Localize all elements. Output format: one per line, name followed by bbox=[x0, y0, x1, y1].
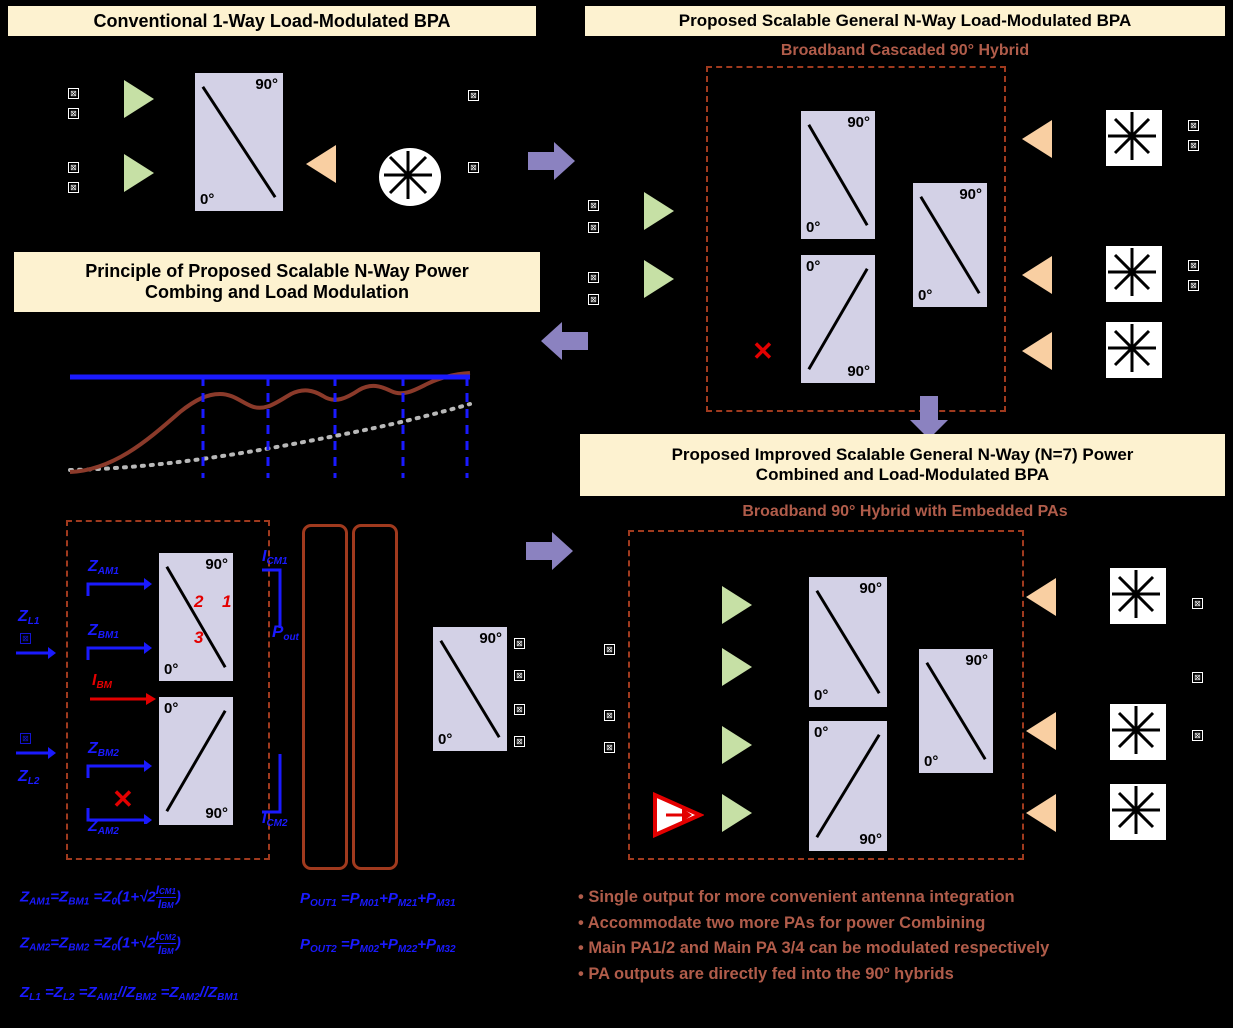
port-dot: ⊠ bbox=[1192, 730, 1203, 741]
antenna-icon bbox=[1106, 322, 1158, 374]
hybrid-90 bbox=[912, 182, 988, 308]
equation-4: $P_{OUT1} =P_{M01}+P_{M21}+P_{M31}$ bbox=[300, 890, 456, 909]
arrow-in-1 bbox=[16, 646, 56, 665]
label-ZAM2: $Z_{AM2}$ bbox=[88, 818, 119, 837]
arrow-icon bbox=[90, 692, 156, 706]
panel4-subtitle: Broadband 90° Hybrid with Embedded PAs bbox=[742, 503, 1068, 520]
arrow-in-2 bbox=[16, 746, 56, 765]
port-dot: ⊠ bbox=[604, 710, 615, 721]
list-item: • Accommodate two more PAs for power Combining bbox=[578, 913, 986, 932]
terminated-port-mark: ✕ bbox=[112, 784, 134, 814]
label-ICM2: $I_{CM2}$ bbox=[262, 810, 288, 829]
port-dot: ⊠ bbox=[1188, 120, 1199, 131]
antenna-icon bbox=[379, 148, 437, 202]
label-ICM1: $I_{CM1}$ bbox=[262, 548, 288, 567]
panel2-title: Proposed Scalable General N-Way Load-Modulated BPA bbox=[585, 6, 1225, 36]
panel2-subtitle: Broadband Cascaded 90° Hybrid bbox=[780, 42, 1030, 59]
antenna bbox=[1108, 566, 1168, 626]
label-IBM: $I_{BM}$ bbox=[92, 672, 113, 691]
panel4-title-line2: Combined and Load-Modulated BPA bbox=[755, 465, 1050, 484]
antenna-icon bbox=[1106, 246, 1158, 298]
list-item: • Main PA1/2 and Main PA 3/4 can be modulated respectively bbox=[578, 939, 1050, 958]
efficiency-chart bbox=[55, 360, 485, 490]
bracket-ICM2 bbox=[258, 752, 288, 823]
panel3-schematic bbox=[0, 500, 560, 880]
label-ZBM2: $Z_{BM2}$ bbox=[88, 740, 119, 759]
amplifier-orange bbox=[1022, 332, 1052, 370]
port-dot: ⊠ bbox=[1192, 672, 1203, 683]
hybrid-label-90: 90° bbox=[959, 186, 982, 203]
hybrid-label-90: 90° bbox=[847, 114, 870, 131]
hybrid-label-90: 90° bbox=[859, 831, 882, 848]
port-dot: ⊠ bbox=[20, 733, 31, 744]
node-number-3: 3 bbox=[194, 628, 204, 647]
port-dot: ⊠ bbox=[1192, 598, 1203, 609]
amplifier-orange bbox=[1022, 120, 1052, 158]
amplifier-green bbox=[722, 726, 752, 764]
port-dot: ⊠ bbox=[514, 670, 525, 681]
port-dot: ⊠ bbox=[588, 294, 599, 305]
port-dot: ⊠ bbox=[468, 90, 479, 101]
port-dot: ⊠ bbox=[588, 272, 599, 283]
port-dot: ⊠ bbox=[514, 704, 525, 715]
amplifier-orange bbox=[1022, 256, 1052, 294]
label-ZAM1: $Z_{AM1}$ bbox=[88, 558, 119, 577]
bracket-ZAM2 bbox=[86, 806, 152, 829]
bracket-ZBM2 bbox=[86, 760, 152, 785]
hybrid-label-0: 0° bbox=[164, 661, 179, 678]
bracket-ZBM1 bbox=[86, 642, 152, 667]
label-ZL2: $Z_{L2}$ bbox=[18, 768, 40, 787]
port-dot: ⊠ bbox=[20, 633, 31, 644]
port-dot: ⊠ bbox=[468, 162, 479, 173]
port-dot: ⊠ bbox=[68, 162, 79, 173]
amplifier-green bbox=[722, 794, 752, 832]
combiner-bar bbox=[352, 524, 398, 870]
port-dot: ⊠ bbox=[68, 88, 79, 99]
hybrid-label-90: 90° bbox=[479, 630, 502, 647]
amplifier-orange bbox=[1026, 712, 1056, 750]
port-dot: ⊠ bbox=[514, 638, 525, 649]
hybrid-label-90: 90° bbox=[859, 580, 882, 597]
antenna bbox=[1108, 702, 1168, 762]
panel3-title bbox=[14, 252, 540, 312]
port-dot: ⊠ bbox=[588, 200, 599, 211]
hybrid-90 bbox=[432, 626, 508, 752]
antenna-icon bbox=[1106, 110, 1158, 162]
equation-3: $Z_{L1} =Z_{L2} =Z_{AM1}//Z_{BM2} =Z_{AM2}//Z_{BM1}$ bbox=[20, 984, 239, 1003]
panel4-title-line1: Proposed Improved Scalable General N-Way (N=7) Power bbox=[671, 445, 1134, 465]
hybrid-90 bbox=[800, 110, 876, 240]
amplifier-green bbox=[124, 154, 154, 192]
amplifier-green bbox=[124, 80, 154, 118]
panel1-diagram bbox=[0, 40, 560, 240]
arrow-IBM bbox=[90, 692, 156, 711]
hybrid-label-90: 90° bbox=[205, 805, 228, 822]
panel4-diagram bbox=[560, 520, 1233, 870]
hybrid-90 bbox=[158, 552, 234, 682]
antenna bbox=[1104, 320, 1164, 380]
port-dot: ⊠ bbox=[68, 182, 79, 193]
antenna bbox=[1108, 782, 1168, 842]
hybrid-label-90: 90° bbox=[205, 556, 228, 573]
hybrid-label-90: 90° bbox=[847, 363, 870, 380]
panel4-title bbox=[580, 434, 1225, 496]
hybrid-label-0: 0° bbox=[806, 219, 821, 236]
bracket-icon bbox=[258, 752, 288, 818]
antenna bbox=[1104, 108, 1164, 168]
bracket-ZAM1 bbox=[86, 578, 152, 603]
chart-svg bbox=[55, 360, 485, 490]
label-ZBM1: $Z_{BM1}$ bbox=[88, 622, 119, 641]
antenna bbox=[1104, 244, 1164, 304]
combiner-bar bbox=[302, 524, 348, 870]
hybrid-90 bbox=[800, 254, 876, 384]
panel3-title-line1: Principle of Proposed Scalable N-Way Power bbox=[85, 261, 469, 282]
hybrid-label-0: 0° bbox=[200, 191, 215, 208]
amplifier-orange bbox=[1026, 578, 1056, 616]
port-dot: ⊠ bbox=[68, 108, 79, 119]
antenna-icon bbox=[1110, 704, 1162, 756]
amplifier-green bbox=[644, 192, 674, 230]
equation-5: $P_{OUT2} =P_{M02}+P_{M22}+P_{M32}$ bbox=[300, 936, 456, 955]
list-item: • PA outputs are directly fed into the 90º hybrids bbox=[578, 964, 954, 983]
hybrid-90 bbox=[158, 696, 234, 826]
hybrid-90 bbox=[808, 576, 888, 708]
amplifier-orange bbox=[1026, 794, 1056, 832]
port-dot: ⊠ bbox=[1188, 140, 1199, 151]
port-dot: ⊠ bbox=[514, 736, 525, 747]
equation-1: $Z_{AM1}=Z_{BM1} =Z_0(1+√2ICM1$ IBM ) bbox=[20, 883, 181, 911]
hybrid-label-0: 0° bbox=[814, 724, 829, 741]
hybrid-label-0: 0° bbox=[814, 687, 829, 704]
amplifier-green bbox=[722, 648, 752, 686]
port-dot: ⊠ bbox=[604, 644, 615, 655]
equation-2: $Z_{AM2}=Z_{BM2} =Z_0(1+√2ICM2$ IBM ) bbox=[20, 929, 181, 957]
amplifier-green bbox=[722, 586, 752, 624]
list-item: • Single output for more convenient antenna integration bbox=[578, 888, 1015, 906]
panel2-diagram bbox=[560, 60, 1233, 420]
hybrid-label-0: 0° bbox=[806, 258, 821, 275]
hybrid-label-0: 0° bbox=[918, 287, 933, 304]
port-dot: ⊠ bbox=[604, 742, 615, 753]
bracket-icon bbox=[86, 578, 152, 598]
hybrid-label-0: 0° bbox=[164, 700, 179, 717]
panel1-title: Conventional 1-Way Load-Modulated BPA bbox=[8, 6, 536, 36]
arrow-left-1 bbox=[541, 320, 589, 367]
terminated-port-mark: ✕ bbox=[752, 336, 774, 366]
amplifier-orange bbox=[306, 145, 336, 183]
antenna-icon bbox=[1110, 784, 1162, 836]
node-number-2: 2 bbox=[194, 592, 204, 611]
label-ZL1: $Z_{L1}$ bbox=[18, 608, 40, 627]
node-number-1: 1 bbox=[222, 592, 232, 611]
hybrid-label-90: 90° bbox=[255, 76, 278, 93]
hybrid-label-0: 0° bbox=[438, 731, 453, 748]
pa-icon bbox=[652, 792, 704, 838]
port-dot: ⊠ bbox=[1188, 280, 1199, 291]
hybrid-90 bbox=[808, 720, 888, 852]
hybrid-90 bbox=[194, 72, 284, 212]
hybrid-label-90: 90° bbox=[965, 652, 988, 669]
port-dot: ⊠ bbox=[588, 222, 599, 233]
port-dot: ⊠ bbox=[1188, 260, 1199, 271]
bracket-icon bbox=[86, 806, 152, 824]
hybrid-label-0: 0° bbox=[924, 753, 939, 770]
arrow-icon bbox=[16, 646, 56, 660]
panel3-title-line2: Combing and Load Modulation bbox=[145, 282, 409, 302]
antenna-icon bbox=[1110, 568, 1162, 620]
hybrid-90 bbox=[918, 648, 994, 774]
amplifier-green bbox=[644, 260, 674, 298]
highlighted-pa bbox=[652, 792, 704, 843]
label-Pout: $P_{out}$ bbox=[272, 622, 299, 643]
arrow-icon bbox=[541, 320, 589, 362]
bracket-icon bbox=[86, 642, 152, 662]
arrow-icon bbox=[16, 746, 56, 760]
bracket-icon bbox=[86, 760, 152, 780]
bullet-list bbox=[578, 885, 1228, 987]
antenna bbox=[377, 146, 443, 208]
